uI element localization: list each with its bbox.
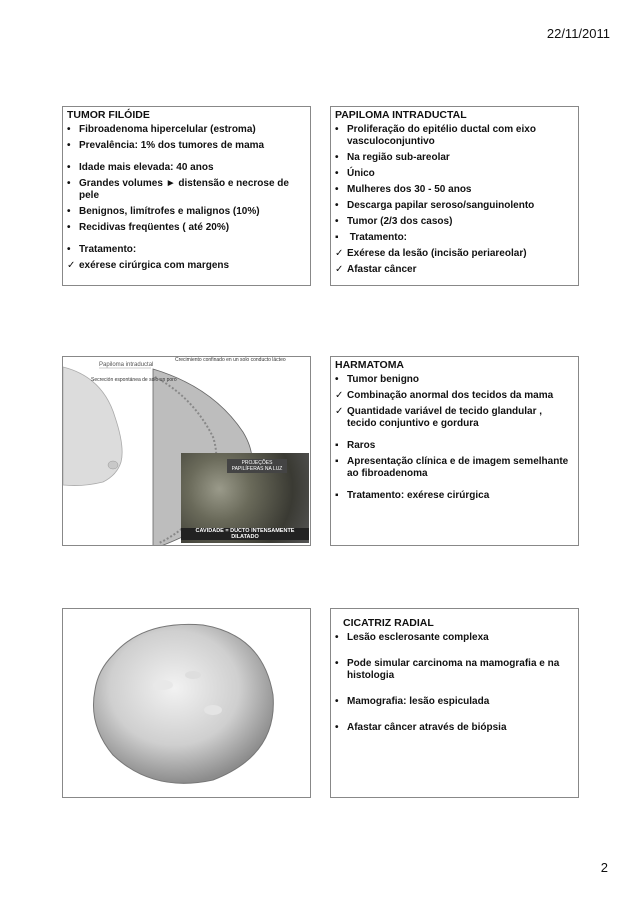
slide-cicatriz-radial	[330, 608, 579, 798]
bullet-list	[331, 374, 578, 502]
slide-papiloma-intraductal	[330, 106, 579, 286]
list-item: • Pode simular carcinoma na mamografia e na histologia	[335, 658, 560, 681]
list-item: • Único	[335, 168, 375, 179]
list-item: ▪ Tratamento:	[335, 232, 408, 243]
list-item: • Proliferação do epitélio ductal com eixo vasculoconjuntivo	[335, 124, 536, 147]
slide-title: PAPILOMA INTRADUCTAL	[335, 109, 467, 121]
list-item: • Descarga papilar seroso/sanguinolento	[335, 200, 535, 211]
list-item: ▪ Raros	[335, 440, 376, 451]
bullet-list	[63, 124, 310, 272]
lesion-photo	[83, 615, 283, 790]
slide-title: TUMOR FILÓIDE	[67, 109, 150, 121]
diagram-label-left: Secreción espontánea de sólo un poro	[91, 377, 177, 383]
bullet-list	[331, 124, 578, 276]
list-item: • Tratamento:	[67, 244, 137, 255]
page-date: 22/11/2011	[546, 26, 610, 41]
photo-caption: CAVIDADE = DUCTO INTENSAMENTE DILATADO	[181, 528, 309, 540]
list-item: • Idade mais elevada: 40 anos	[67, 162, 214, 173]
list-item: • Benignos, limítrofes e malignos (10%)	[67, 206, 260, 217]
diagram-label-right: Crecimiento confinado en un solo conducto lácteo	[175, 357, 286, 363]
slide-tumor-filoide	[62, 106, 311, 286]
list-item: • Na região sub-areolar	[335, 152, 450, 163]
list-item: ✓ Afastar câncer	[335, 264, 417, 275]
diagram-title: Papiloma intraductal	[99, 362, 154, 368]
list-item: • Tumor (2/3 dos casos)	[335, 216, 453, 227]
slide-title: HARMATOMA	[335, 359, 405, 371]
list-item: ✓ exérese cirúrgica com margens	[67, 260, 230, 271]
list-item: • Mulheres dos 30 - 50 anos	[335, 184, 472, 195]
photo-label: PROJEÇÕES PAPILÍFERAS NA LUZ	[227, 459, 287, 473]
list-item: ▪ Tratamento: exérese cirúrgica	[335, 490, 490, 501]
slide-lesion-photo	[62, 608, 311, 798]
list-item: • Grandes volumes ► distensão e necrose de pele	[67, 178, 289, 201]
slide-harmatoma	[330, 356, 579, 546]
list-item: • Mamografia: lesão espiculada	[335, 696, 490, 707]
list-item: ✓ Combinação anormal dos tecidos da mama	[335, 390, 554, 401]
list-item: ✓ Quantidade variável de tecido glandular , tecido conjuntivo e gordura	[335, 406, 543, 429]
histology-photo	[181, 453, 309, 543]
page-number: 2	[600, 860, 608, 875]
list-item: • Afastar câncer através de biópsia	[335, 722, 507, 733]
list-item: • Lesão esclerosante complexa	[335, 632, 489, 643]
slide-papiloma-illustration	[62, 356, 311, 546]
list-item: • Prevalência: 1% dos tumores de mama	[67, 140, 265, 151]
bullet-list	[331, 632, 578, 734]
list-item: ✓ Exérese da lesão (incisão periareolar)	[335, 248, 527, 259]
list-item: • Tumor benigno	[335, 374, 420, 385]
list-item: • Recidivas freqüentes ( até 20%)	[67, 222, 230, 233]
list-item: ▪ Apresentação clínica e de imagem semelhante ao fibroadenoma	[335, 456, 569, 479]
list-item: • Fibroadenoma hipercelular (estroma)	[67, 124, 256, 135]
slide-title: CICATRIZ RADIAL	[343, 617, 434, 629]
